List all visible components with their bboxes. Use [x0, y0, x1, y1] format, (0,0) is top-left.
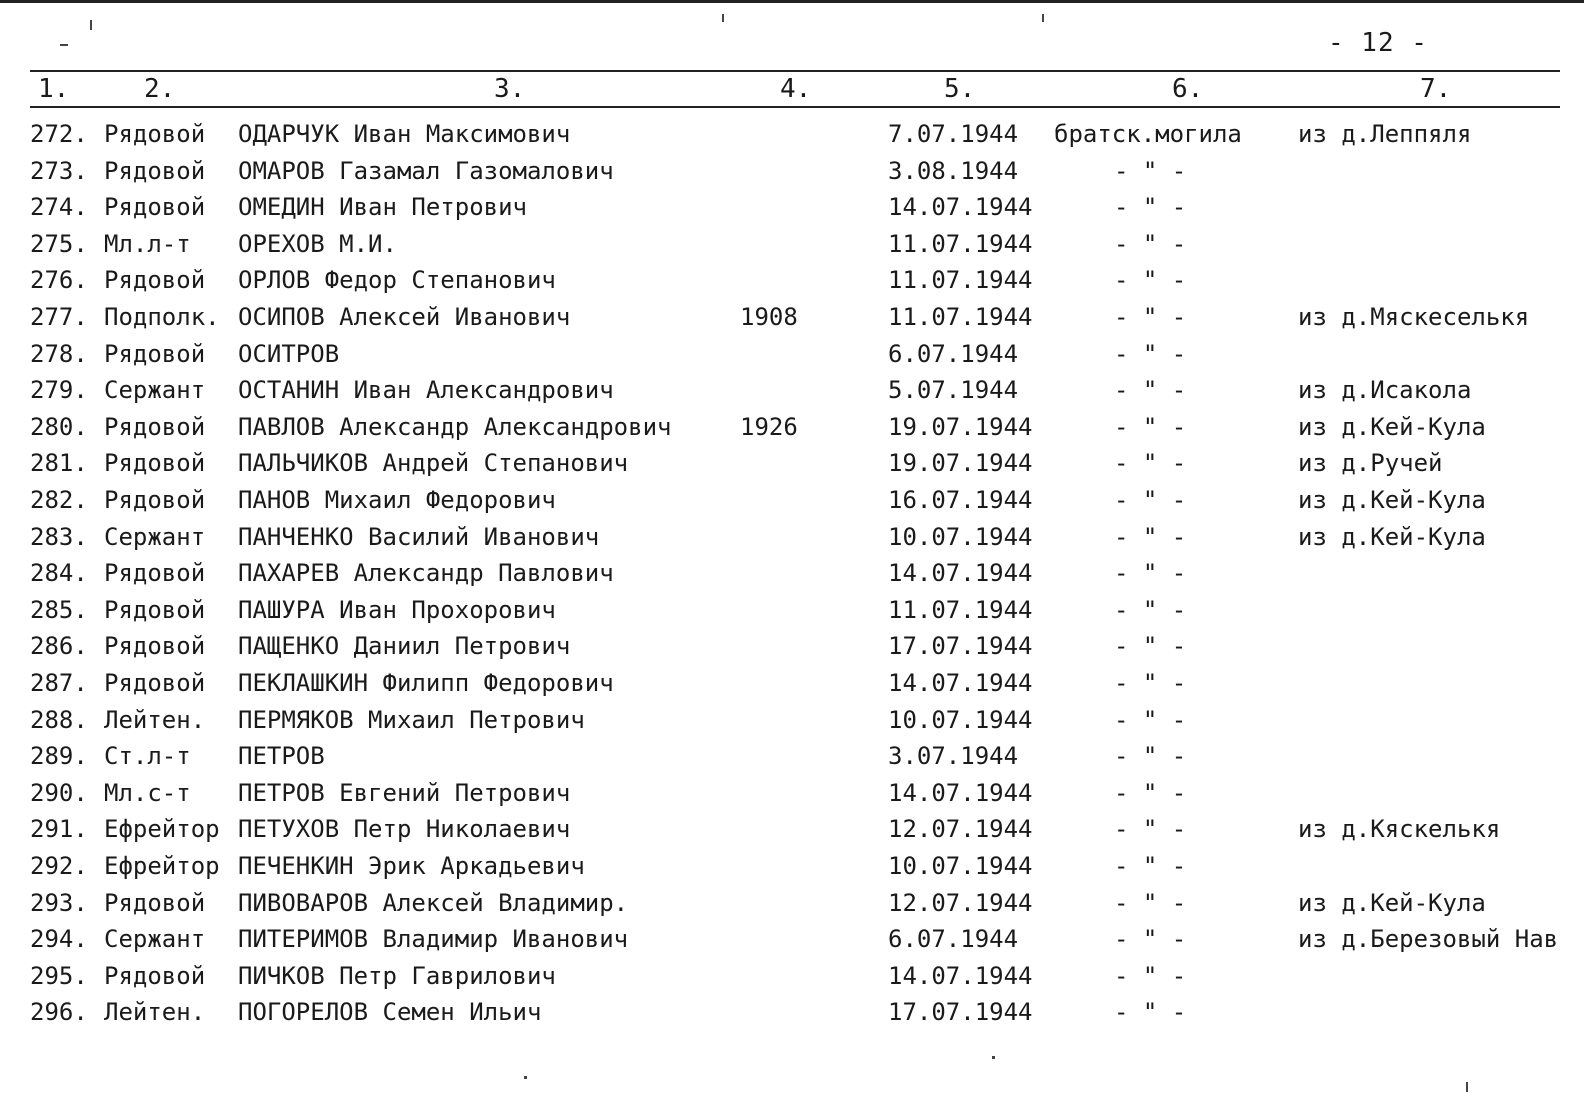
- table-row: [0, 303, 1584, 339]
- row-date: 16.07.1944: [888, 486, 1033, 514]
- row-rank: Рядовой: [104, 449, 206, 477]
- row-date: 14.07.1944: [888, 962, 1033, 990]
- row-origin: из д.Ручей: [1298, 449, 1443, 477]
- table-row: [0, 889, 1584, 925]
- row-burial-place: - " -: [1114, 340, 1187, 368]
- row-number: 276.: [30, 266, 88, 294]
- page-number: - 12 -: [1328, 28, 1428, 58]
- row-name: ОМАРОВ Газамал Газомалович: [238, 157, 614, 185]
- row-number: 296.: [30, 998, 88, 1026]
- row-date: 11.07.1944: [888, 266, 1033, 294]
- row-date: 11.07.1944: [888, 230, 1033, 258]
- row-number: 274.: [30, 193, 88, 221]
- row-date: 11.07.1944: [888, 303, 1033, 331]
- row-burial-place: - " -: [1114, 376, 1187, 404]
- row-number: 283.: [30, 523, 88, 551]
- scan-mark: [992, 1056, 995, 1059]
- row-rank: Рядовой: [104, 669, 206, 697]
- row-name: ОРЕХОВ М.И.: [238, 230, 397, 258]
- row-rank: Ефрейтор: [104, 815, 220, 843]
- row-rank: Мл.с-т: [104, 779, 191, 807]
- row-name: ПИЧКОВ Петр Гаврилович: [238, 962, 556, 990]
- row-number: 295.: [30, 962, 88, 990]
- row-name: ПЕТРОВ: [238, 742, 325, 770]
- row-burial-place: - " -: [1114, 523, 1187, 551]
- row-number: 279.: [30, 376, 88, 404]
- row-origin: из д.Березовый Нав: [1298, 925, 1559, 953]
- table-row: [0, 925, 1584, 961]
- top-border-line: [0, 0, 1584, 3]
- row-name: ПАНЧЕНКО Василий Иванович: [238, 523, 600, 551]
- row-burial-place: - " -: [1114, 157, 1187, 185]
- table-row: [0, 523, 1584, 559]
- row-name: ПЕТРОВ Евгений Петрович: [238, 779, 571, 807]
- row-date: 6.07.1944: [888, 340, 1019, 368]
- row-name: ПЕТУХОВ Петр Николаевич: [238, 815, 571, 843]
- row-rank: Сержант: [104, 376, 206, 404]
- row-origin: из д.Кей-Кула: [1298, 413, 1486, 441]
- row-date: 10.07.1944: [888, 706, 1033, 734]
- row-burial-place: - " -: [1114, 449, 1187, 477]
- row-number: 290.: [30, 779, 88, 807]
- row-burial-place: - " -: [1114, 486, 1187, 514]
- row-burial-place: - " -: [1114, 706, 1187, 734]
- row-rank: Ефрейтор: [104, 852, 220, 880]
- row-burial-place: - " -: [1114, 815, 1187, 843]
- table-row: [0, 852, 1584, 888]
- row-burial-place: - " -: [1114, 266, 1187, 294]
- row-rank: Подполк.: [104, 303, 220, 331]
- row-rank: Рядовой: [104, 193, 206, 221]
- row-birth-year: 1908: [740, 303, 798, 331]
- row-origin: из д.Мяскеселькя: [1298, 303, 1530, 331]
- row-burial-place: братск.могила: [1054, 120, 1242, 148]
- column-header-5: 5.: [944, 74, 976, 104]
- row-name: ПАВЛОВ Александр Александрович: [238, 413, 672, 441]
- row-rank: Рядовой: [104, 340, 206, 368]
- table-row: [0, 742, 1584, 778]
- row-burial-place: - " -: [1114, 632, 1187, 660]
- row-date: 10.07.1944: [888, 523, 1033, 551]
- row-number: 285.: [30, 596, 88, 624]
- row-birth-year: 1926: [740, 413, 798, 441]
- row-date: 3.07.1944: [888, 742, 1019, 770]
- column-header-2: 2.: [144, 74, 176, 104]
- row-rank: Лейтен.: [104, 998, 206, 1026]
- row-burial-place: - " -: [1114, 230, 1187, 258]
- row-burial-place: - " -: [1114, 852, 1187, 880]
- row-name: ПИВОВАРОВ Алексей Владимир.: [238, 889, 629, 917]
- table-row: [0, 815, 1584, 851]
- row-burial-place: - " -: [1114, 779, 1187, 807]
- row-date: 19.07.1944: [888, 413, 1033, 441]
- row-burial-place: - " -: [1114, 669, 1187, 697]
- row-origin: из д.Кей-Кула: [1298, 523, 1486, 551]
- scan-mark: [722, 14, 724, 22]
- table-row: [0, 230, 1584, 266]
- row-burial-place: - " -: [1114, 962, 1187, 990]
- row-date: 14.07.1944: [888, 669, 1033, 697]
- row-rank: Рядовой: [104, 157, 206, 185]
- row-rank: Рядовой: [104, 120, 206, 148]
- row-number: 275.: [30, 230, 88, 258]
- row-number: 293.: [30, 889, 88, 917]
- row-name: ПАХАРЕВ Александр Павлович: [238, 559, 614, 587]
- row-date: 17.07.1944: [888, 632, 1033, 660]
- row-date: 12.07.1944: [888, 889, 1033, 917]
- row-number: 277.: [30, 303, 88, 331]
- row-number: 294.: [30, 925, 88, 953]
- row-rank: Сержант: [104, 925, 206, 953]
- table-row: [0, 779, 1584, 815]
- table-row: [0, 486, 1584, 522]
- table-row: [0, 962, 1584, 998]
- row-date: 10.07.1944: [888, 852, 1033, 880]
- table-row: [0, 193, 1584, 229]
- row-rank: Мл.л-т: [104, 230, 191, 258]
- column-header-3: 3.: [494, 74, 526, 104]
- row-rank: Рядовой: [104, 559, 206, 587]
- row-rank: Рядовой: [104, 413, 206, 441]
- row-name: ПЕЧЕНКИН Эрик Аркадьевич: [238, 852, 585, 880]
- table-row: [0, 376, 1584, 412]
- table-row: [0, 998, 1584, 1034]
- scan-mark: [90, 20, 92, 30]
- scan-mark: [60, 44, 68, 46]
- table-row: [0, 706, 1584, 742]
- row-number: 289.: [30, 742, 88, 770]
- row-number: 287.: [30, 669, 88, 697]
- row-burial-place: - " -: [1114, 413, 1187, 441]
- row-name: ПЕРМЯКОВ Михаил Петрович: [238, 706, 585, 734]
- row-rank: Рядовой: [104, 596, 206, 624]
- table-row: [0, 559, 1584, 595]
- row-number: 288.: [30, 706, 88, 734]
- scan-mark: [524, 1076, 527, 1079]
- row-number: 291.: [30, 815, 88, 843]
- row-rank: Сержант: [104, 523, 206, 551]
- row-date: 12.07.1944: [888, 815, 1033, 843]
- scan-mark: [1466, 1082, 1468, 1092]
- row-number: 282.: [30, 486, 88, 514]
- column-header-1: 1.: [38, 74, 70, 104]
- row-origin: из д.Кей-Кула: [1298, 889, 1486, 917]
- row-origin: из д.Леппяля: [1298, 120, 1472, 148]
- row-date: 14.07.1944: [888, 193, 1033, 221]
- header-top-rule: [30, 70, 1560, 72]
- row-rank: Рядовой: [104, 889, 206, 917]
- table-row: [0, 413, 1584, 449]
- row-rank: Лейтен.: [104, 706, 206, 734]
- row-burial-place: - " -: [1114, 193, 1187, 221]
- row-date: 11.07.1944: [888, 596, 1033, 624]
- table-row: [0, 669, 1584, 705]
- header-bottom-rule: [30, 106, 1560, 108]
- row-date: 3.08.1944: [888, 157, 1019, 185]
- row-date: 19.07.1944: [888, 449, 1033, 477]
- table-row: [0, 596, 1584, 632]
- row-name: ОРЛОВ Федор Степанович: [238, 266, 556, 294]
- row-rank: Рядовой: [104, 266, 206, 294]
- row-name: ОСТАНИН Иван Александрович: [238, 376, 614, 404]
- row-name: ОСИПОВ Алексей Иванович: [238, 303, 571, 331]
- row-rank: Рядовой: [104, 962, 206, 990]
- row-origin: из д.Исакола: [1298, 376, 1472, 404]
- row-origin: из д.Кей-Кула: [1298, 486, 1486, 514]
- row-name: ПАШУРА Иван Прохорович: [238, 596, 556, 624]
- row-origin: из д.Кяскелькя: [1298, 815, 1501, 843]
- table-row: [0, 120, 1584, 156]
- row-burial-place: - " -: [1114, 742, 1187, 770]
- row-date: 6.07.1944: [888, 925, 1019, 953]
- row-number: 284.: [30, 559, 88, 587]
- row-number: 272.: [30, 120, 88, 148]
- row-name: ОМЕДИН Иван Петрович: [238, 193, 527, 221]
- row-number: 281.: [30, 449, 88, 477]
- row-number: 280.: [30, 413, 88, 441]
- table-row: [0, 266, 1584, 302]
- row-date: 17.07.1944: [888, 998, 1033, 1026]
- row-date: 7.07.1944: [888, 120, 1019, 148]
- row-date: 14.07.1944: [888, 779, 1033, 807]
- row-name: ОСИТРОВ: [238, 340, 340, 368]
- row-date: 5.07.1944: [888, 376, 1019, 404]
- row-burial-place: - " -: [1114, 925, 1187, 953]
- table-row: [0, 340, 1584, 376]
- column-header-7: 7.: [1420, 74, 1452, 104]
- row-name: ПОГОРЕЛОВ Семен Ильич: [238, 998, 542, 1026]
- scan-mark: [1042, 14, 1044, 22]
- row-name: ПАЩЕНКО Даниил Петрович: [238, 632, 571, 660]
- row-number: 273.: [30, 157, 88, 185]
- row-name: ОДАРЧУК Иван Максимович: [238, 120, 571, 148]
- row-name: ПАЛЬЧИКОВ Андрей Степанович: [238, 449, 629, 477]
- column-header-4: 4.: [780, 74, 812, 104]
- row-name: ПИТЕРИМОВ Владимир Иванович: [238, 925, 629, 953]
- row-burial-place: - " -: [1114, 559, 1187, 587]
- row-number: 278.: [30, 340, 88, 368]
- row-name: ПЕКЛАШКИН Филипп Федорович: [238, 669, 614, 697]
- row-number: 292.: [30, 852, 88, 880]
- row-burial-place: - " -: [1114, 303, 1187, 331]
- table-row: [0, 157, 1584, 193]
- column-header-6: 6.: [1172, 74, 1204, 104]
- row-burial-place: - " -: [1114, 998, 1187, 1026]
- table-row: [0, 449, 1584, 485]
- row-name: ПАНОВ Михаил Федорович: [238, 486, 556, 514]
- row-rank: Ст.л-т: [104, 742, 191, 770]
- table-row: [0, 632, 1584, 668]
- row-date: 14.07.1944: [888, 559, 1033, 587]
- row-number: 286.: [30, 632, 88, 660]
- row-burial-place: - " -: [1114, 596, 1187, 624]
- row-burial-place: - " -: [1114, 889, 1187, 917]
- row-rank: Рядовой: [104, 486, 206, 514]
- row-rank: Рядовой: [104, 632, 206, 660]
